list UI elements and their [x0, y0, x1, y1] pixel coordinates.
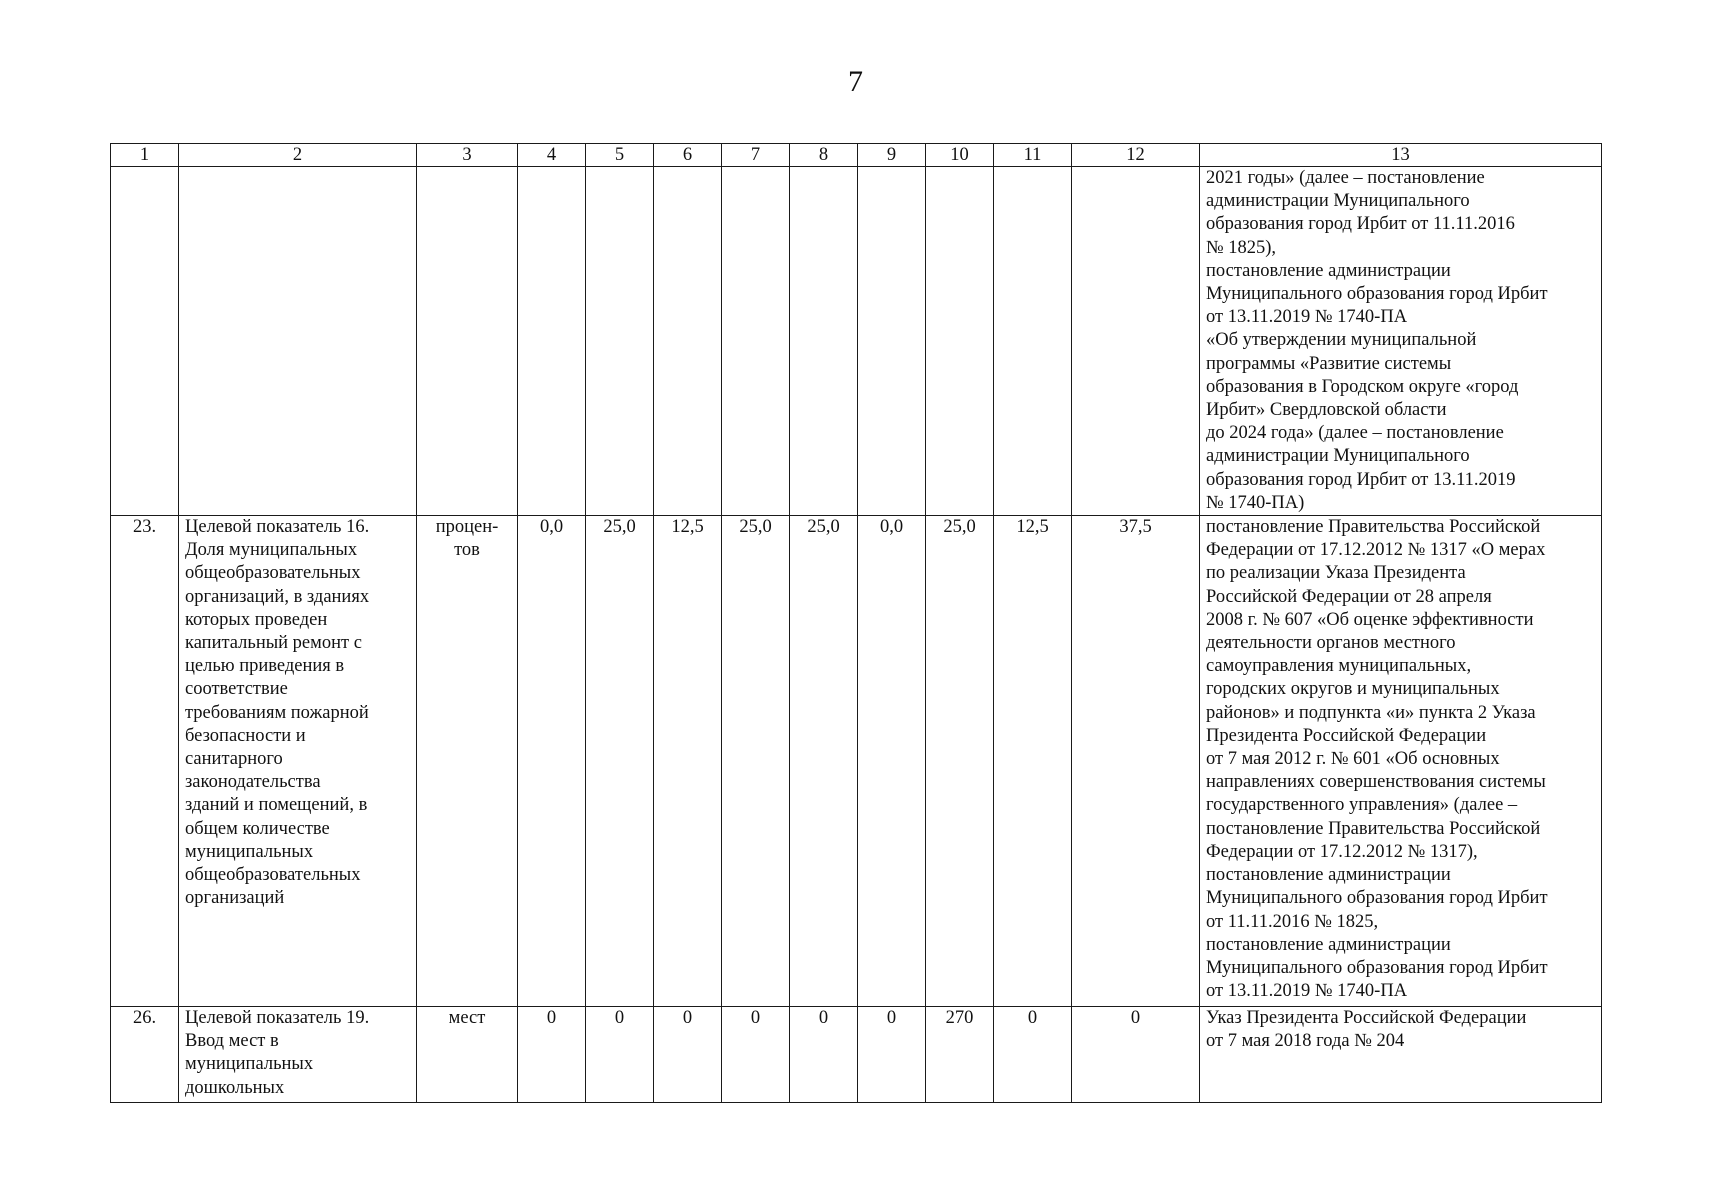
unit-cell: мест: [417, 1007, 518, 1103]
row-number: 23.: [111, 516, 179, 1007]
column-header: 6: [654, 144, 722, 167]
empty-cell: [926, 167, 994, 516]
basis-cell: Указ Президента Российской Федерации от 7 мая 2018 года № 204: [1200, 1007, 1602, 1103]
value-cell: 25,0: [586, 516, 654, 1007]
value-cell: 0: [994, 1007, 1072, 1103]
value-cell: 12,5: [654, 516, 722, 1007]
value-cell: 25,0: [722, 516, 790, 1007]
value-cell: 0: [1072, 1007, 1200, 1103]
indicator-cell: Целевой показатель 16. Доля муниципальных общеобразовательных организаций, в зданиях которых проведен капитальный ремонт с целью приведения в соответствие требованиям пожарной безопасности и санитарного законодательства зданий и помещений, в общем количестве муниципальных общеобразовательных организаций: [179, 516, 417, 1007]
column-header: 5: [586, 144, 654, 167]
column-header: 10: [926, 144, 994, 167]
value-cell: 37,5: [1072, 516, 1200, 1007]
empty-cell: [994, 167, 1072, 516]
value-cell: 25,0: [926, 516, 994, 1007]
column-header: 2: [179, 144, 417, 167]
value-cell: 0: [790, 1007, 858, 1103]
column-header: 3: [417, 144, 518, 167]
empty-cell: [858, 167, 926, 516]
value-cell: 270: [926, 1007, 994, 1103]
table-header-row: [111, 144, 1602, 167]
table-row: [111, 1007, 1602, 1103]
unit-cell: процен- тов: [417, 516, 518, 1007]
empty-cell: [722, 167, 790, 516]
column-header: 4: [518, 144, 586, 167]
value-cell: 0: [722, 1007, 790, 1103]
empty-cell: [417, 167, 518, 516]
column-header: 1: [111, 144, 179, 167]
value-cell: 0: [654, 1007, 722, 1103]
value-cell: 0: [586, 1007, 654, 1103]
empty-cell: [586, 167, 654, 516]
value-cell: 0,0: [858, 516, 926, 1007]
table-row-continuation: [111, 167, 1602, 516]
indicators-table: [110, 143, 1602, 1103]
value-cell: 25,0: [790, 516, 858, 1007]
empty-cell: [790, 167, 858, 516]
value-cell: 0,0: [518, 516, 586, 1007]
indicator-cell: Целевой показатель 19. Ввод мест в муниципальных дошкольных: [179, 1007, 417, 1103]
column-header: 8: [790, 144, 858, 167]
value-cell: 0: [518, 1007, 586, 1103]
basis-cell: постановление Правительства Российской Федерации от 17.12.2012 № 1317 «О мерах по реализации Указа Президента Российской Федерации от 28 апреля 2008 г. № 607 «Об оценке эффективности деятельности органов местного самоуправления муниципальных, городских округов и муниципальных районов» и подпункта «и» пункта 2 Указа Президента Российской Федерации от 7 мая 2012 г. № 601 «Об основных направлениях совершенствования системы государственного управления» (далее – постановление Правительства Российской Федерации от 17.12.2012 № 1317), постановление администрации Муниципального образования город Ирбит от 11.11.2016 № 1825, постановление администрации Муниципального образования город Ирбит от 13.11.2019 № 1740-ПА: [1200, 516, 1602, 1007]
empty-cell: [518, 167, 586, 516]
column-header: 11: [994, 144, 1072, 167]
value-cell: 12,5: [994, 516, 1072, 1007]
table-row: [111, 516, 1602, 1007]
column-header: 12: [1072, 144, 1200, 167]
empty-cell: [1072, 167, 1200, 516]
empty-cell: [111, 167, 179, 516]
column-header: 13: [1200, 144, 1602, 167]
empty-cell: [179, 167, 417, 516]
basis-cell: 2021 годы» (далее – постановление администрации Муниципального образования город Ирбит от 11.11.2016 № 1825), постановление администрации Муниципального образования город Ирбит от 13.11.2019 № 1740-ПА «Об утверждении муниципальной программы «Развитие системы образования в Городском округе «город Ирбит» Свердловской области до 2024 года» (далее – постановление администрации Муниципального образования город Ирбит от 13.11.2019 № 1740-ПА): [1200, 167, 1602, 516]
page-number: 7: [848, 65, 863, 98]
row-number: 26.: [111, 1007, 179, 1103]
value-cell: 0: [858, 1007, 926, 1103]
column-header: 7: [722, 144, 790, 167]
column-header: 9: [858, 144, 926, 167]
empty-cell: [654, 167, 722, 516]
